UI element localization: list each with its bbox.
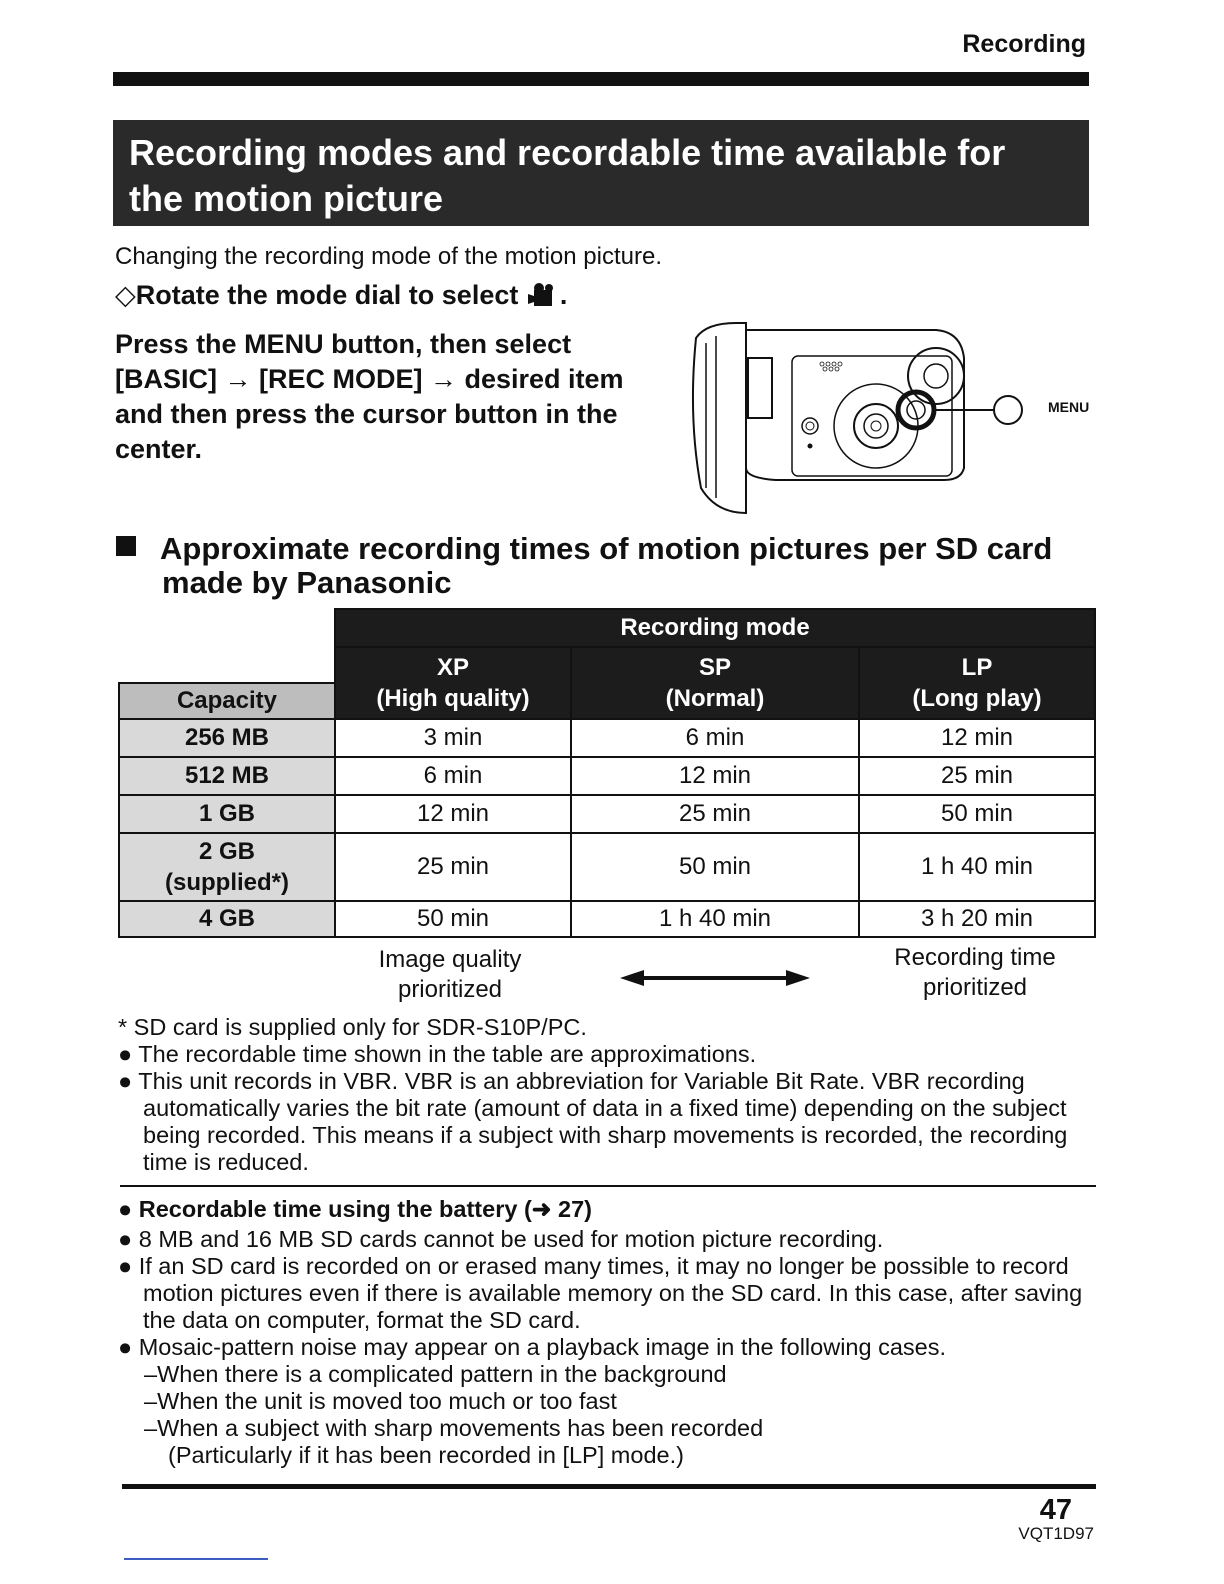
divider xyxy=(120,1185,1096,1187)
capacity-header: Capacity xyxy=(119,683,335,719)
xp-cell: 12 min xyxy=(335,795,571,833)
step-2: Press the MENU button, then select [BASIC] → [REC MODE] → desired item and then press the cursor button in the center. xyxy=(115,329,624,464)
document-code: VQT1D97 xyxy=(1018,1524,1094,1543)
intro-text: Changing the recording mode of the motion picture. xyxy=(115,243,662,270)
title-line-1: Recording modes and recordable time available for xyxy=(129,132,1006,173)
capacity-cell: 512 MB xyxy=(119,757,335,795)
movie-camera-icon xyxy=(526,282,560,308)
lp-cell: 50 min xyxy=(859,795,1095,833)
note-item: ● This unit records in VBR. VBR is an abbreviation for Variable Bit Rate. VBR recording automatically varies the bit rate (amount of data in a fixed time) depending on the subject being recorded. This means if a subject with sharp movements is recorded, the recording time is reduced. xyxy=(118,1068,1068,1175)
capacity-cell: 1 GB xyxy=(119,795,335,833)
xp-cell: 50 min xyxy=(335,901,571,937)
square-bullet-icon xyxy=(116,536,136,556)
camera-illustration xyxy=(676,318,1096,518)
image-quality-caption: Image quality prioritized xyxy=(378,946,522,1003)
section-label: Recording xyxy=(962,30,1086,58)
menu-button-label: MENU xyxy=(1048,399,1090,415)
xp-cell: 6 min xyxy=(335,757,571,795)
title-line-2: the motion picture xyxy=(129,178,443,219)
note-item: ● Mosaic-pattern noise may appear on a playback image in the following cases. xyxy=(118,1334,946,1360)
scan-artifact-line xyxy=(124,1558,268,1560)
top-rule xyxy=(113,72,1089,86)
note-item: ● The recordable time shown in the table are approximations. xyxy=(118,1041,757,1067)
double-arrow-icon xyxy=(620,964,810,992)
note-item: ● 8 MB and 16 MB SD cards cannot be used for motion picture recording. xyxy=(118,1226,884,1252)
sp-cell: 50 min xyxy=(571,833,859,901)
xp-cell: 25 min xyxy=(335,833,571,901)
sp-cell: 1 h 40 min xyxy=(571,901,859,937)
recording-time-caption: Recording time prioritized xyxy=(894,944,1056,1001)
table-row xyxy=(119,719,1095,757)
table-row xyxy=(119,833,1095,901)
notes-block xyxy=(118,1014,1098,1176)
lp-cell: 3 h 20 min xyxy=(859,901,1095,937)
lp-cell: 1 h 40 min xyxy=(859,833,1095,901)
recording-time-table xyxy=(118,608,1096,938)
lp-cell: 12 min xyxy=(859,719,1095,757)
page-title xyxy=(113,120,1089,226)
table-row xyxy=(119,795,1095,833)
step-1: ◇Rotate the mode dial to select . xyxy=(115,280,568,310)
capacity-cell: 256 MB xyxy=(119,719,335,757)
sp-cell: 25 min xyxy=(571,795,859,833)
diamond-icon: ◇ xyxy=(115,280,136,310)
note-subitem: –When the unit is moved too much or too fast xyxy=(144,1388,617,1414)
table-row xyxy=(119,901,1095,937)
sub-heading-line-2: made by Panasonic xyxy=(162,565,452,600)
note-item: ● If an SD card is recorded on or erased many times, it may no longer be possible to record motion pictures even if there is available memory on the SD card. In this case, after saving the data on computer, format the SD card. xyxy=(118,1253,1083,1333)
step-1-text: Rotate the mode dial to select xyxy=(135,280,519,310)
battery-link-note: ● Recordable time using the battery (➜ 27) xyxy=(118,1196,592,1222)
mode-header-lp: LP (Long play) xyxy=(859,647,1095,719)
recording-mode-header: Recording mode xyxy=(335,609,1095,647)
notes-block-2 xyxy=(118,1196,1098,1469)
bottom-rule xyxy=(122,1484,1096,1489)
sub-heading xyxy=(116,532,1096,600)
sub-heading-line-1: Approximate recording times of motion pictures per SD card xyxy=(160,531,1053,566)
note-subitem: –When there is a complicated pattern in the background xyxy=(144,1361,727,1387)
note-subitem-continuation: (Particularly if it has been recorded in [LP] mode.) xyxy=(168,1442,684,1468)
xp-cell: 3 min xyxy=(335,719,571,757)
page-number: 47 xyxy=(1039,1494,1072,1526)
sp-cell: 6 min xyxy=(571,719,859,757)
mode-header-xp: XP (High quality) xyxy=(335,647,571,719)
table-row xyxy=(119,757,1095,795)
lp-cell: 25 min xyxy=(859,757,1095,795)
note-subitem: –When a subject with sharp movements has been recorded xyxy=(144,1415,764,1441)
sp-cell: 12 min xyxy=(571,757,859,795)
note-item: * SD card is supplied only for SDR-S10P/PC. xyxy=(118,1014,587,1040)
mode-header-sp: SP (Normal) xyxy=(571,647,859,719)
capacity-cell: 4 GB xyxy=(119,901,335,937)
capacity-cell: 2 GB (supplied*) xyxy=(119,833,335,901)
